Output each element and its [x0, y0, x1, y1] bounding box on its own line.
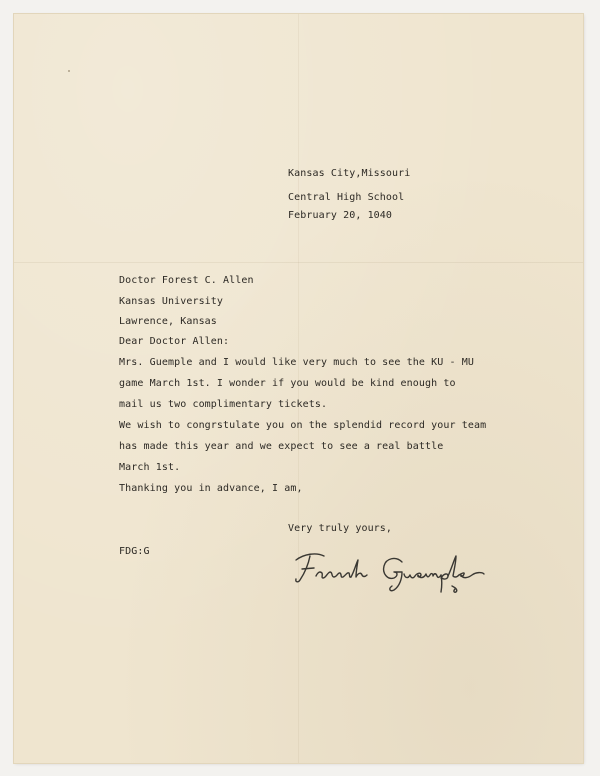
- heading-city: Kansas City,Missouri: [288, 168, 411, 179]
- body-line: game March 1st. I wonder if you would be kind enough to: [119, 378, 456, 389]
- heading-date: February 20, 1040: [288, 210, 393, 221]
- paper-speck: [68, 70, 70, 72]
- recipient-location: Lawrence, Kansas: [119, 316, 217, 327]
- letter-page: [14, 14, 583, 763]
- body-line: Mrs. Guemple and I would like very much to see the KU - MU: [119, 357, 474, 368]
- heading-school: Central High School: [288, 192, 405, 203]
- body-line: Thanking you in advance, I am,: [119, 483, 303, 494]
- signature-graphic: [290, 542, 510, 598]
- body-line: March 1st.: [119, 462, 181, 473]
- salutation: Dear Doctor Allen:: [119, 336, 230, 347]
- body-line: mail us two complimentary tickets.: [119, 399, 328, 410]
- typist-initials: FDG:G: [119, 546, 150, 557]
- recipient-name: Doctor Forest C. Allen: [119, 275, 254, 286]
- recipient-institution: Kansas University: [119, 296, 224, 307]
- handwritten-signature: [290, 542, 510, 598]
- closing: Very truly yours,: [288, 523, 393, 534]
- body-line: has made this year and we expect to see a real battle: [119, 441, 444, 452]
- body-line: We wish to congrstulate you on the splendid record your team: [119, 420, 487, 431]
